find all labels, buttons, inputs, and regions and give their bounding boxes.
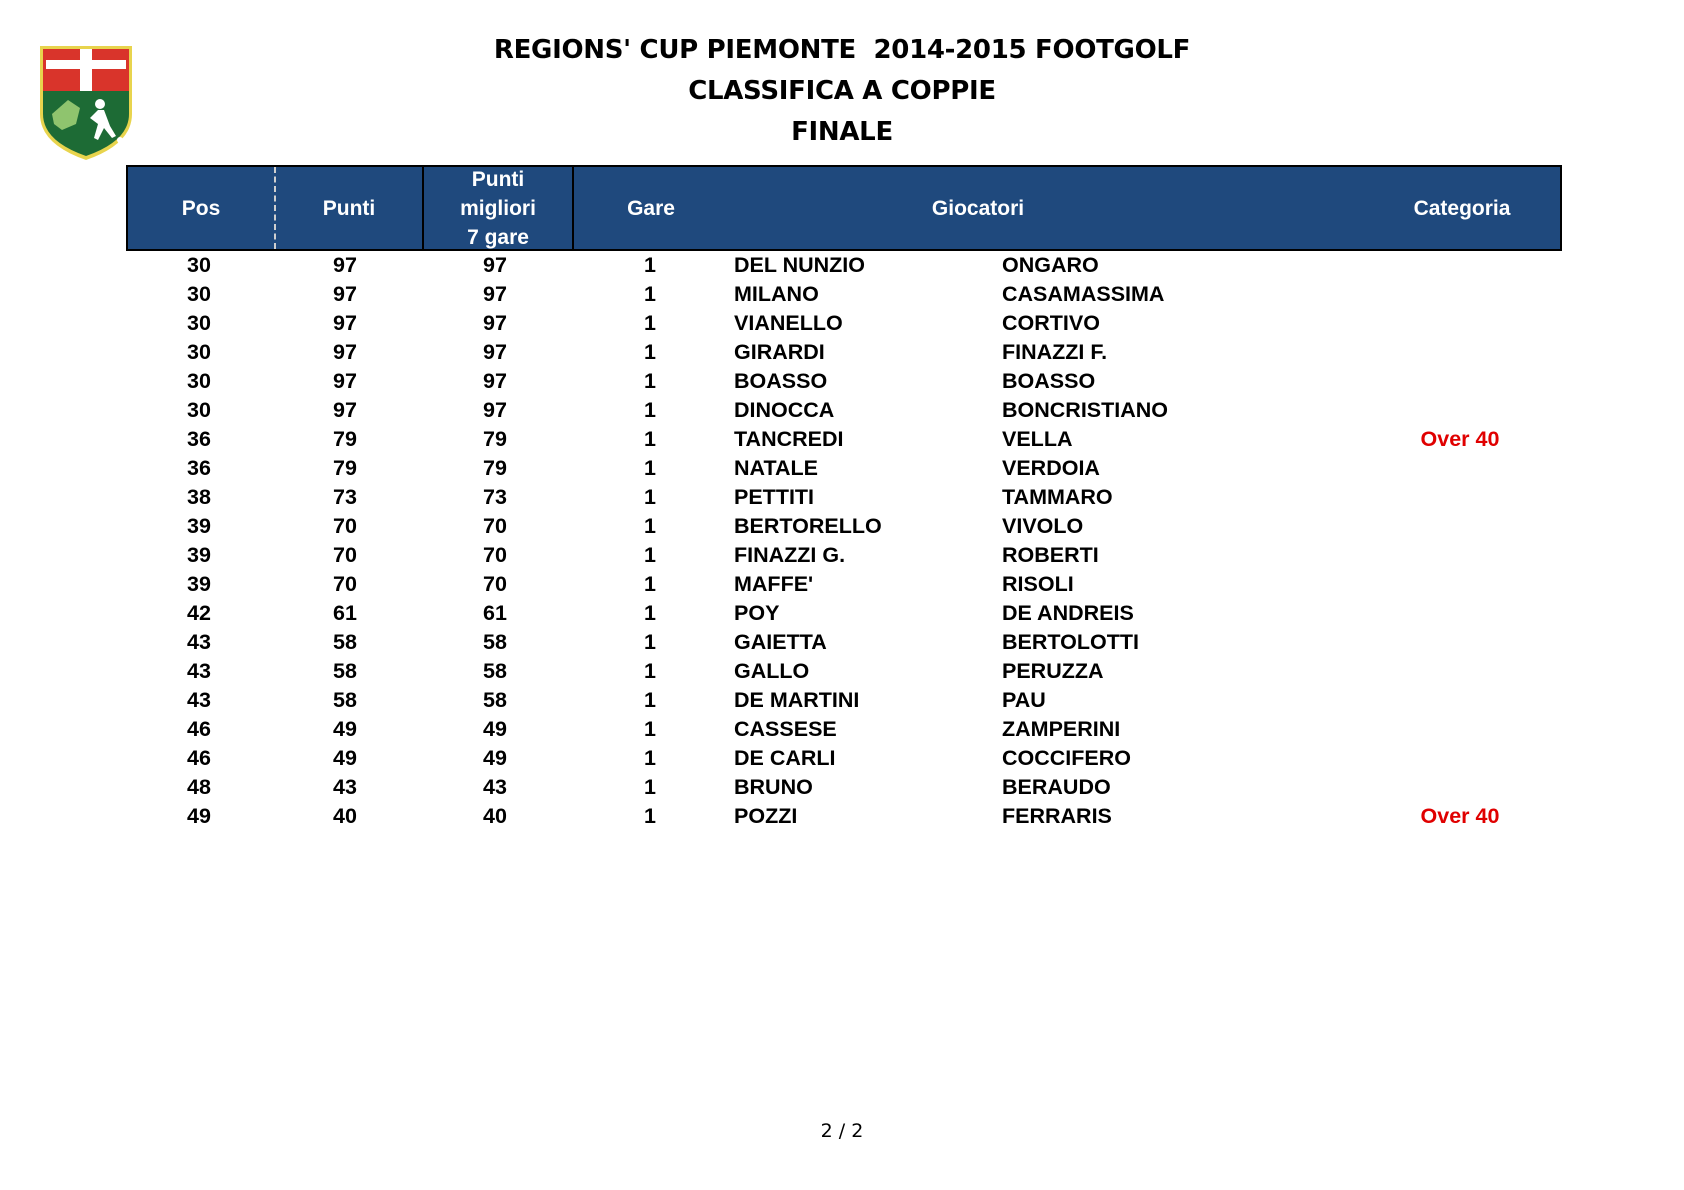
table-row (126, 367, 1562, 396)
cell-gare: 1 (644, 398, 656, 422)
table-row (126, 338, 1562, 367)
table-row (126, 773, 1562, 802)
cell-punti-best: 79 (483, 456, 507, 480)
cell-player-1: MAFFE' (734, 572, 814, 596)
cell-punti-best: 97 (483, 398, 507, 422)
cell-pos: 49 (187, 804, 211, 828)
cell-player-2: PERUZZA (1002, 659, 1104, 683)
cell-punti: 58 (333, 659, 357, 683)
cell-player-2: COCCIFERO (1002, 746, 1131, 770)
cell-punti: 97 (333, 282, 357, 306)
cell-pos: 36 (187, 427, 211, 451)
cell-punti-best: 97 (483, 253, 507, 277)
cell-gare: 1 (644, 427, 656, 451)
table-header (126, 165, 1562, 251)
cell-player-1: FINAZZI G. (734, 543, 846, 567)
cell-gare: 1 (644, 543, 656, 567)
cell-pos: 39 (187, 572, 211, 596)
cell-pos: 36 (187, 456, 211, 480)
cell-punti: 70 (333, 572, 357, 596)
cell-gare: 1 (644, 659, 656, 683)
cell-punti: 61 (333, 601, 357, 625)
cell-pos: 30 (187, 340, 211, 364)
cell-gare: 1 (644, 369, 656, 393)
column-header-best-line-2: migliori (460, 196, 536, 220)
cell-player-1: MILANO (734, 282, 819, 306)
column-header-gare: Gare (627, 196, 675, 220)
cell-punti: 73 (333, 485, 357, 509)
cell-punti: 43 (333, 775, 357, 799)
cell-pos: 46 (187, 746, 211, 770)
cell-punti-best: 70 (483, 543, 507, 567)
cell-pos: 42 (187, 601, 211, 625)
cell-punti-best: 79 (483, 427, 507, 451)
cell-punti-best: 73 (483, 485, 507, 509)
column-header-categoria: Categoria (1413, 196, 1511, 220)
cell-player-2: VELLA (1002, 427, 1073, 451)
cell-pos: 30 (187, 369, 211, 393)
cell-gare: 1 (644, 746, 656, 770)
title-line-2: CLASSIFICA A COPPIE (688, 76, 996, 106)
table-row (126, 309, 1562, 338)
cell-player-2: VIVOLO (1002, 514, 1084, 538)
cell-player-2: CORTIVO (1002, 311, 1100, 335)
cell-pos: 30 (187, 253, 211, 277)
table-row (126, 425, 1562, 454)
cell-punti-best: 58 (483, 659, 507, 683)
cell-punti: 97 (333, 340, 357, 364)
cell-player-1: DE MARTINI (734, 688, 860, 712)
table-row (126, 483, 1562, 512)
cell-player-2: ZAMPERINI (1002, 717, 1121, 741)
cell-player-1: GALLO (734, 659, 810, 683)
column-header-pos: Pos (181, 196, 221, 220)
title-line-1: REGIONS' CUP PIEMONTE 2014-2015 FOOTGOLF (493, 35, 1191, 65)
cell-gare: 1 (644, 311, 656, 335)
table-row (126, 396, 1562, 425)
cell-gare: 1 (644, 456, 656, 480)
cell-punti-best: 70 (483, 572, 507, 596)
cell-punti-best: 70 (483, 514, 507, 538)
cell-player-2: BOASSO (1002, 369, 1096, 393)
table-row (126, 628, 1562, 657)
cell-player-1: BERTORELLO (734, 514, 882, 538)
cell-punti: 97 (333, 311, 357, 335)
cell-pos: 30 (187, 282, 211, 306)
cell-player-2: ONGARO (1002, 253, 1099, 277)
cell-punti-best: 97 (483, 282, 507, 306)
cell-pos: 39 (187, 514, 211, 538)
table-row (126, 802, 1562, 831)
standings-table-body (126, 251, 1562, 831)
cell-punti-best: 58 (483, 630, 507, 654)
table-row (126, 570, 1562, 599)
cell-punti-best: 49 (483, 746, 507, 770)
cell-categoria: Over 40 (1420, 427, 1500, 451)
column-header-punti: Punti (322, 196, 376, 220)
table-row (126, 512, 1562, 541)
table-row (126, 686, 1562, 715)
cell-punti: 97 (333, 398, 357, 422)
cell-punti-best: 49 (483, 717, 507, 741)
cell-pos: 48 (187, 775, 211, 799)
cell-player-1: BOASSO (734, 369, 828, 393)
column-header-giocatori: Giocatori (931, 196, 1025, 220)
cell-gare: 1 (644, 485, 656, 509)
cell-player-1: NATALE (734, 456, 818, 480)
cell-player-2: BERAUDO (1002, 775, 1111, 799)
table-row (126, 280, 1562, 309)
cell-punti-best: 40 (483, 804, 507, 828)
cell-pos: 43 (187, 630, 211, 654)
table-row (126, 715, 1562, 744)
cell-punti: 49 (333, 746, 357, 770)
cell-punti: 79 (333, 427, 357, 451)
cell-pos: 39 (187, 543, 211, 567)
cell-player-1: DEL NUNZIO (734, 253, 865, 277)
cell-gare: 1 (644, 572, 656, 596)
cell-player-2: CASAMASSIMA (1002, 282, 1165, 306)
cell-punti: 97 (333, 369, 357, 393)
cell-punti-best: 97 (483, 369, 507, 393)
cell-player-1: DE CARLI (734, 746, 836, 770)
cell-punti: 58 (333, 630, 357, 654)
cell-gare: 1 (644, 717, 656, 741)
table-row (126, 599, 1562, 628)
cell-player-1: BRUNO (734, 775, 813, 799)
table-row (126, 541, 1562, 570)
cell-pos: 38 (187, 485, 211, 509)
cell-player-2: TAMMARO (1002, 485, 1113, 509)
cell-player-2: DE ANDREIS (1002, 601, 1134, 625)
cell-gare: 1 (644, 514, 656, 538)
cell-player-1: GAIETTA (734, 630, 827, 654)
cell-gare: 1 (644, 804, 656, 828)
cell-punti: 79 (333, 456, 357, 480)
document-title-block (0, 30, 1684, 153)
cell-player-1: DINOCCA (734, 398, 835, 422)
cell-player-1: POY (734, 601, 780, 625)
cell-punti-best: 61 (483, 601, 507, 625)
column-header-best-line-3: 7 gare (467, 225, 529, 249)
cell-gare: 1 (644, 775, 656, 799)
cell-punti: 97 (333, 253, 357, 277)
cell-punti-best: 43 (483, 775, 507, 799)
cell-player-2: FINAZZI F. (1002, 340, 1108, 364)
cell-player-2: ROBERTI (1002, 543, 1099, 567)
cell-gare: 1 (644, 340, 656, 364)
cell-categoria: Over 40 (1420, 804, 1500, 828)
cell-pos: 43 (187, 659, 211, 683)
cell-player-2: PAU (1002, 688, 1046, 712)
cell-player-2: RISOLI (1002, 572, 1074, 596)
cell-gare: 1 (644, 601, 656, 625)
cell-player-1: VIANELLO (734, 311, 843, 335)
cell-player-1: POZZI (734, 804, 798, 828)
column-header-punti-migliori (424, 167, 572, 249)
cell-punti: 70 (333, 543, 357, 567)
cell-pos: 30 (187, 311, 211, 335)
table-row (126, 744, 1562, 773)
cell-player-1: TANCREDI (734, 427, 844, 451)
cell-gare: 1 (644, 688, 656, 712)
cell-punti: 58 (333, 688, 357, 712)
cell-gare: 1 (644, 630, 656, 654)
cell-punti-best: 97 (483, 340, 507, 364)
cell-player-1: CASSESE (734, 717, 837, 741)
table-row (126, 251, 1562, 280)
cell-pos: 46 (187, 717, 211, 741)
cell-punti-best: 58 (483, 688, 507, 712)
cell-punti: 70 (333, 514, 357, 538)
cell-player-1: GIRARDI (734, 340, 825, 364)
cell-punti: 49 (333, 717, 357, 741)
column-header-best-line-1: Punti (471, 167, 525, 191)
page-number: 2 / 2 (820, 1120, 864, 1142)
title-line-3: FINALE (791, 117, 893, 147)
cell-gare: 1 (644, 282, 656, 306)
cell-player-2: FERRARIS (1002, 804, 1112, 828)
cell-pos: 30 (187, 398, 211, 422)
cell-gare: 1 (644, 253, 656, 277)
cell-punti: 40 (333, 804, 357, 828)
cell-pos: 43 (187, 688, 211, 712)
cell-punti-best: 97 (483, 311, 507, 335)
cell-player-2: VERDOIA (1002, 456, 1100, 480)
table-row (126, 454, 1562, 483)
cell-player-2: BERTOLOTTI (1002, 630, 1139, 654)
cell-player-2: BONCRISTIANO (1002, 398, 1169, 422)
cell-player-1: PETTITI (734, 485, 815, 509)
table-row (126, 657, 1562, 686)
